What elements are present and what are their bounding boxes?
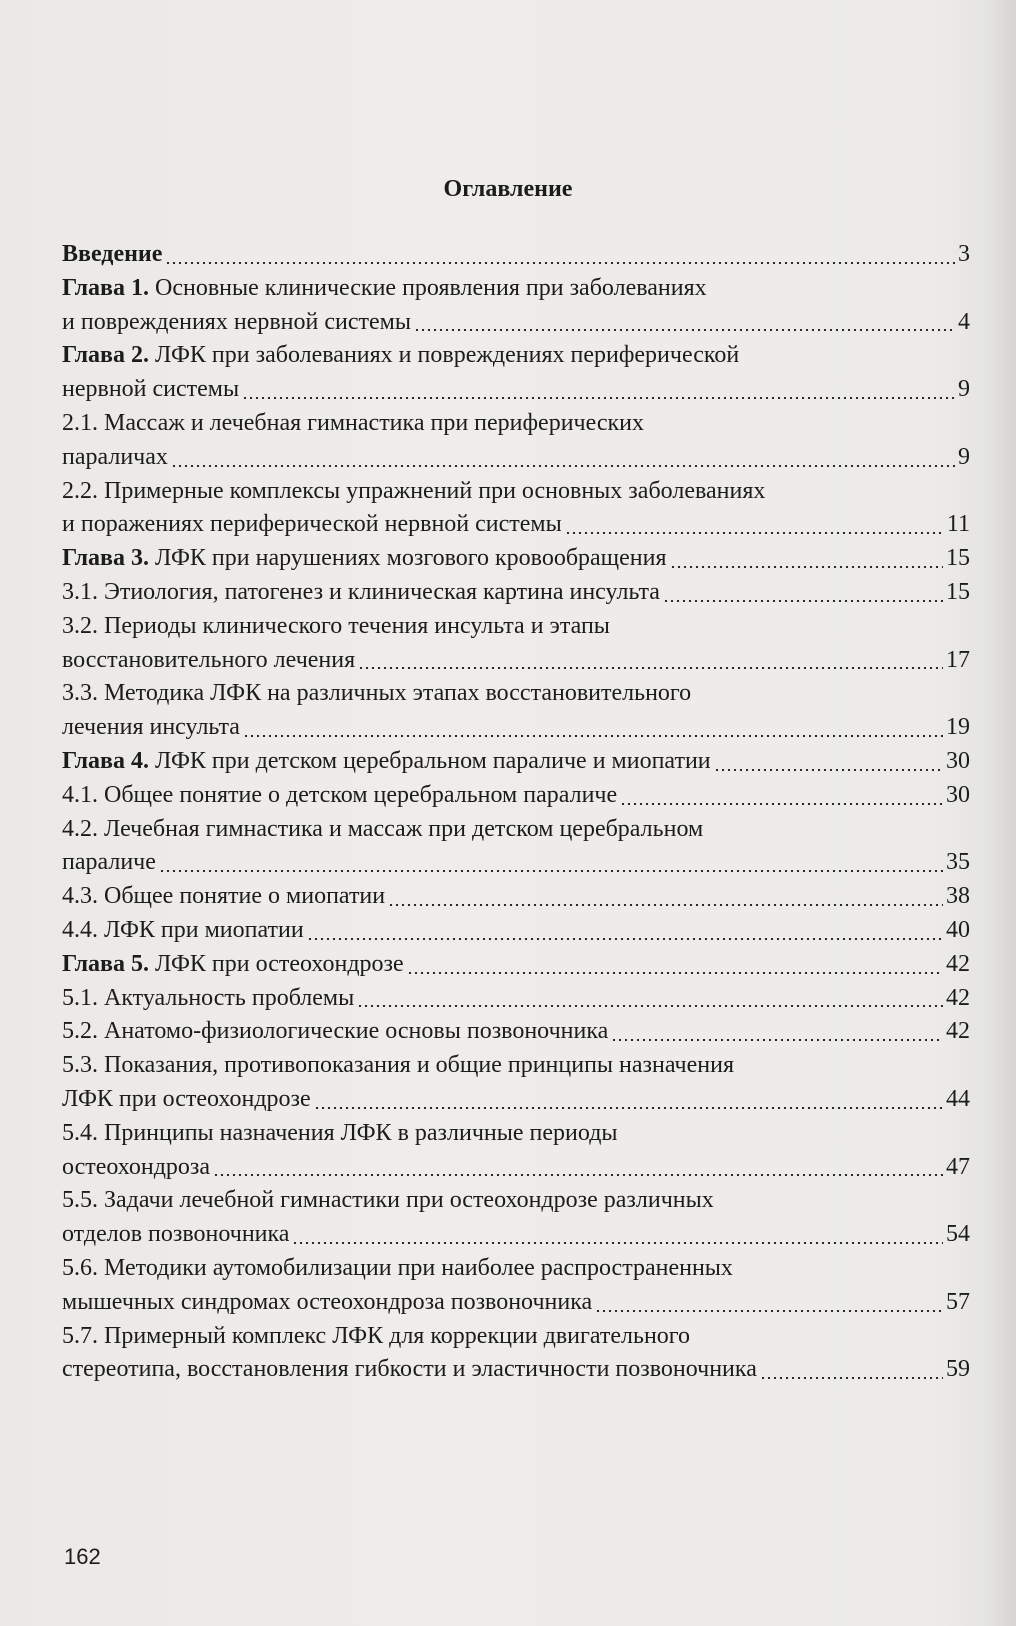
dot-leader: [663, 600, 943, 602]
entry-page-number: 30: [946, 747, 970, 774]
toc-line-text: [62, 1015, 608, 1049]
toc-entry: [62, 542, 970, 576]
chapter-label: Глава 4.: [62, 747, 149, 774]
toc-line-text: [62, 677, 691, 711]
page-number: 162: [64, 1544, 101, 1569]
toc-entry: [62, 1049, 970, 1117]
table-of-contents: [62, 238, 970, 1387]
entry-title: 5.7. Примерный комплекс ЛФК для коррекции двигательного: [62, 1322, 691, 1349]
toc-line: [62, 306, 970, 340]
toc-line: [62, 576, 970, 610]
dot-leader: [760, 1377, 943, 1379]
entry-title: 4.3. Общее понятие о миопатии: [62, 883, 386, 910]
entry-title: мышечных синдромах остеохондроза позвоночника: [62, 1288, 593, 1315]
chapter-label: Глава 2.: [62, 342, 149, 369]
toc-line: [62, 339, 970, 373]
toc-heading: Оглавление: [443, 176, 573, 202]
entry-title: 5.3. Показания, противопоказания и общие принципы назначения: [62, 1052, 734, 1079]
page-edge-shadow: [986, 0, 1016, 1626]
toc-entry: [62, 914, 970, 948]
dot-leader: [620, 803, 943, 805]
toc-line: [62, 1083, 970, 1117]
toc-entry: [62, 339, 970, 407]
entry-title: 4.4. ЛФК при миопатии: [62, 916, 304, 943]
toc-line-text: [62, 982, 354, 1016]
entry-title: остеохондроза: [62, 1153, 211, 1180]
toc-entry: [62, 677, 970, 745]
chapter-label: Глава 3.: [62, 545, 149, 572]
entry-title: восстановительного лечения: [62, 646, 356, 673]
toc-line-text: [62, 373, 239, 407]
entry-page-number: 15: [946, 578, 970, 605]
toc-line: [62, 238, 970, 272]
entry-title: ЛФК при остеохондрозе: [62, 1085, 311, 1112]
entry-title: 5.6. Методики аутомобилизации при наиболее распространенных: [62, 1254, 733, 1281]
dot-leader: [242, 397, 955, 399]
dot-leader: [357, 1005, 943, 1007]
toc-line: [62, 272, 970, 306]
entry-title: отделов позвоночника: [62, 1221, 290, 1248]
dot-leader: [213, 1174, 943, 1176]
toc-entry: [62, 948, 970, 982]
entry-page-number: 9: [958, 443, 970, 470]
toc-entry: [62, 407, 970, 475]
toc-line: [62, 1151, 970, 1185]
toc-line: [62, 1015, 970, 1049]
toc-line: [62, 441, 970, 475]
toc-line-text: [62, 238, 162, 272]
toc-entry: [62, 1184, 970, 1252]
toc-line-text: [62, 644, 355, 678]
dot-leader: [414, 329, 955, 331]
toc-line-text: [62, 846, 156, 880]
entry-title: 5.2. Анатомо-физиологические основы позвоночника: [62, 1018, 609, 1045]
dot-leader: [714, 769, 943, 771]
entry-title: 2.2. Примерные комплексы упражнений при основных заболеваниях: [62, 477, 766, 504]
toc-line: [62, 1184, 970, 1218]
toc-line: [62, 1252, 970, 1286]
entry-title: 2.1. Массаж и лечебная гимнастика при периферических: [62, 409, 645, 436]
toc-line: [62, 982, 970, 1016]
chapter-label: Введение: [62, 241, 163, 267]
dot-leader: [307, 938, 943, 940]
entry-title: стереотипа, восстановления гибкости и эластичности позвоночника: [62, 1356, 757, 1383]
toc-entry: [62, 1015, 970, 1049]
toc-entry: [62, 272, 970, 340]
toc-line: [62, 644, 970, 678]
toc-line-text: [62, 1184, 714, 1218]
dot-leader: [159, 870, 943, 872]
chapter-label: Глава 5.: [62, 950, 149, 977]
toc-line-text: [62, 1286, 592, 1320]
toc-entry: [62, 779, 970, 813]
dot-leader: [670, 566, 943, 568]
toc-entry: [62, 475, 970, 543]
toc-line-text: [62, 779, 617, 813]
entry-page-number: 54: [946, 1221, 970, 1248]
toc-line-text: [62, 1151, 210, 1185]
dot-leader: [358, 667, 943, 669]
entry-page-number: 42: [946, 984, 970, 1011]
entry-title: 3.1. Этиология, патогенез и клиническая картина инсульта: [62, 578, 660, 605]
entry-title: и повреждениях нервной системы: [62, 308, 411, 335]
entry-title: 4.1. Общее понятие о детском церебральном параличе: [62, 781, 618, 808]
dot-leader: [565, 532, 944, 534]
entry-title: параличах: [62, 443, 168, 470]
toc-line-text: [62, 441, 168, 475]
toc-line: [62, 1353, 970, 1387]
entry-page-number: 3: [958, 241, 970, 267]
toc-line: [62, 373, 970, 407]
entry-title: параличе: [62, 849, 156, 876]
toc-line-text: [62, 475, 765, 509]
toc-line: [62, 880, 970, 914]
dot-leader: [171, 465, 955, 467]
entry-page-number: 57: [946, 1288, 970, 1315]
entry-page-number: 19: [946, 714, 970, 741]
toc-line: [62, 745, 970, 779]
toc-line-text: [62, 711, 240, 745]
entry-page-number: 4: [958, 308, 970, 335]
toc-line-text: [62, 1320, 690, 1354]
entry-title: 5.5. Задачи лечебной гимнастики при остеохондрозе различных: [62, 1187, 714, 1214]
toc-line: [62, 1320, 970, 1354]
toc-entry: [62, 1252, 970, 1320]
toc-line: [62, 475, 970, 509]
entry-title: 3.2. Периоды клинического течения инсульта и этапы: [62, 612, 610, 639]
entry-page-number: 44: [946, 1085, 970, 1112]
toc-line-text: [62, 542, 667, 576]
entry-page-number: 15: [946, 545, 970, 572]
toc-line: [62, 677, 970, 711]
toc-line-text: [62, 880, 385, 914]
entry-title: ЛФК при нарушениях мозгового кровообращения: [149, 545, 667, 572]
toc-line-text: [62, 339, 739, 373]
dot-leader: [407, 972, 943, 974]
entry-page-number: 42: [946, 950, 970, 977]
entry-title: Основные клинические проявления при заболеваниях: [149, 274, 707, 301]
entry-title: ЛФК при детском церебральном параличе и миопатии: [149, 747, 711, 774]
toc-line-text: [62, 306, 411, 340]
toc-entry: [62, 880, 970, 914]
entry-title: нервной системы: [62, 376, 240, 403]
toc-line: [62, 846, 970, 880]
toc-entry: [62, 982, 970, 1016]
entry-title: 5.4. Принципы назначения ЛФК в различные периоды: [62, 1119, 618, 1146]
dot-leader: [314, 1107, 943, 1109]
dot-leader: [165, 262, 955, 264]
toc-line: [62, 914, 970, 948]
entry-title: и поражениях периферической нервной системы: [62, 511, 562, 538]
toc-line-text: [62, 272, 707, 306]
toc-line: [62, 1286, 970, 1320]
entry-title: 4.2. Лечебная гимнастика и массаж при детском церебральном: [62, 815, 704, 842]
dot-leader: [243, 735, 943, 737]
entry-page-number: 30: [946, 781, 970, 808]
toc-line-text: [62, 914, 304, 948]
dot-leader: [292, 1242, 943, 1244]
toc-line-text: [62, 576, 660, 610]
entry-title: ЛФК при заболеваниях и повреждениях периферической: [149, 342, 740, 369]
entry-page-number: 17: [946, 646, 970, 673]
toc-entry: [62, 610, 970, 678]
toc-line-text: [62, 508, 562, 542]
entry-page-number: 11: [946, 511, 970, 538]
chapter-label: Глава 1.: [62, 274, 149, 301]
entry-page-number: 9: [958, 376, 970, 403]
entry-title: 3.3. Методика ЛФК на различных этапах восстановительного: [62, 680, 692, 707]
toc-line: [62, 779, 970, 813]
entry-title: 5.1. Актуальность проблемы: [62, 984, 355, 1011]
toc-line-text: [62, 610, 610, 644]
entry-page-number: 35: [946, 849, 970, 876]
entry-page-number: 47: [946, 1153, 970, 1180]
entry-page-number: 59: [946, 1356, 970, 1383]
toc-line: [62, 508, 970, 542]
toc-line: [62, 1218, 970, 1252]
toc-entry: [62, 1320, 970, 1388]
toc-line-text: [62, 948, 404, 982]
toc-line-text: [62, 1252, 733, 1286]
toc-entry: [62, 813, 970, 881]
entry-title: ЛФК при остеохондрозе: [149, 950, 404, 977]
entry-page-number: 42: [946, 1018, 970, 1045]
toc-line: [62, 1049, 970, 1083]
dot-leader: [388, 904, 943, 906]
toc-line: [62, 948, 970, 982]
entry-title: лечения инсульта: [62, 714, 240, 741]
toc-line-text: [62, 813, 703, 847]
toc-line-text: [62, 1353, 757, 1387]
toc-line-text: [62, 1117, 618, 1151]
toc-line: [62, 407, 970, 441]
toc-line: [62, 711, 970, 745]
dot-leader: [611, 1039, 943, 1041]
toc-line: [62, 610, 970, 644]
toc-line: [62, 542, 970, 576]
toc-line-text: [62, 1083, 311, 1117]
toc-line-text: [62, 745, 711, 779]
toc-line: [62, 1117, 970, 1151]
toc-entry: [62, 238, 970, 272]
entry-page-number: 38: [946, 883, 970, 910]
toc-line-text: [62, 1049, 734, 1083]
dot-leader: [595, 1310, 943, 1312]
toc-line-text: [62, 407, 644, 441]
toc-line: [62, 813, 970, 847]
toc-line-text: [62, 1218, 289, 1252]
entry-page-number: 40: [946, 916, 970, 943]
toc-entry: [62, 1117, 970, 1185]
toc-entry: [62, 745, 970, 779]
toc-entry: [62, 576, 970, 610]
